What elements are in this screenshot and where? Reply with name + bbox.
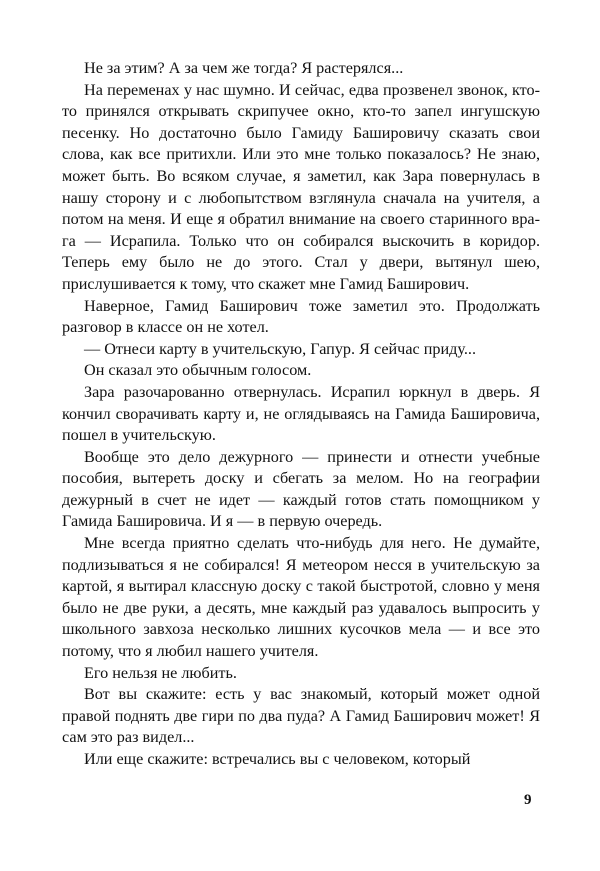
paragraph-9: Его нельзя не любить.: [84, 663, 237, 682]
paragraph-4: — Отнеси карту в учительскую, Гапур. Я сейчас приду...: [84, 339, 477, 358]
paragraph-10: Вот вы скажите: есть у вас знакомый, который может одной правой поднять две гири по два пуда? А Гамид Баширович может! Я сам это раз видел...: [62, 685, 540, 747]
paragraph-6: Зара разочарованно отвернулась. Исрапил юркнул в дверь. Я кончил сворачивать карту и, не оглядываясь на Гамида Башировича, пошел в учительскую.: [62, 382, 540, 445]
paragraph-11: Или еще скажите: встречались вы с человеком, который: [84, 750, 471, 768]
paragraph-7: Вообще это дело дежурного — принести и отнести учебные пособия, вытереть доску и сбегать за мелом. Но на географии дежурный в счет не идет — каждый готов стать помощником у Гамида Башировича. И я — в первую очередь.: [62, 447, 540, 531]
paragraph-3: Наверное, Гамид Баширович тоже заметил это. Продолжать разговор в классе он не хотел.: [62, 296, 540, 337]
paragraph-8: Мне всегда приятно сделать что-нибудь для него. Не думайте, подлизываться я не собирался! Я метеором несся в учительскую за картой, я вытирал классную доску с такой быстротой, словно у меня было не две руки, а десять, мне каждый раз удавалось выпросить у школьного завхоза несколько лишних кусочков мела — и все это потому, что я любил нашего учителя.: [62, 534, 540, 661]
paragraph-1: Не за этим? А за чем же тогда? Я растерялся...: [84, 59, 404, 77]
book-page: [62, 58, 540, 818]
page-number: 9: [524, 792, 532, 808]
paragraph-2: На переменах у нас шумно. И сейчас, едва прозвенел звонок, кто-то принялся открывать скрипучее окно, кто-то запел ингушскую песенку. Но достаточно было Гамиду Башировичу сказать свои слова, как все притихли. Или это мне только показалось? Не знаю, может быть. Во всяком случае, я заметил, как Зара повернулась в нашу сторону и с любопытством взглянула сначала на учителя, а потом на меня. И еще я обратил внимание на своего старинного врага — Исрапила. Только что он собирался выскочить в коридор. Теперь ему было не до этого. Стал у двери, вытянул шею, прислушивается к тому, что скажет мне Гамид Баширович.: [62, 80, 540, 293]
paragraph-5: Он сказал это обычным голосом.: [84, 361, 312, 380]
